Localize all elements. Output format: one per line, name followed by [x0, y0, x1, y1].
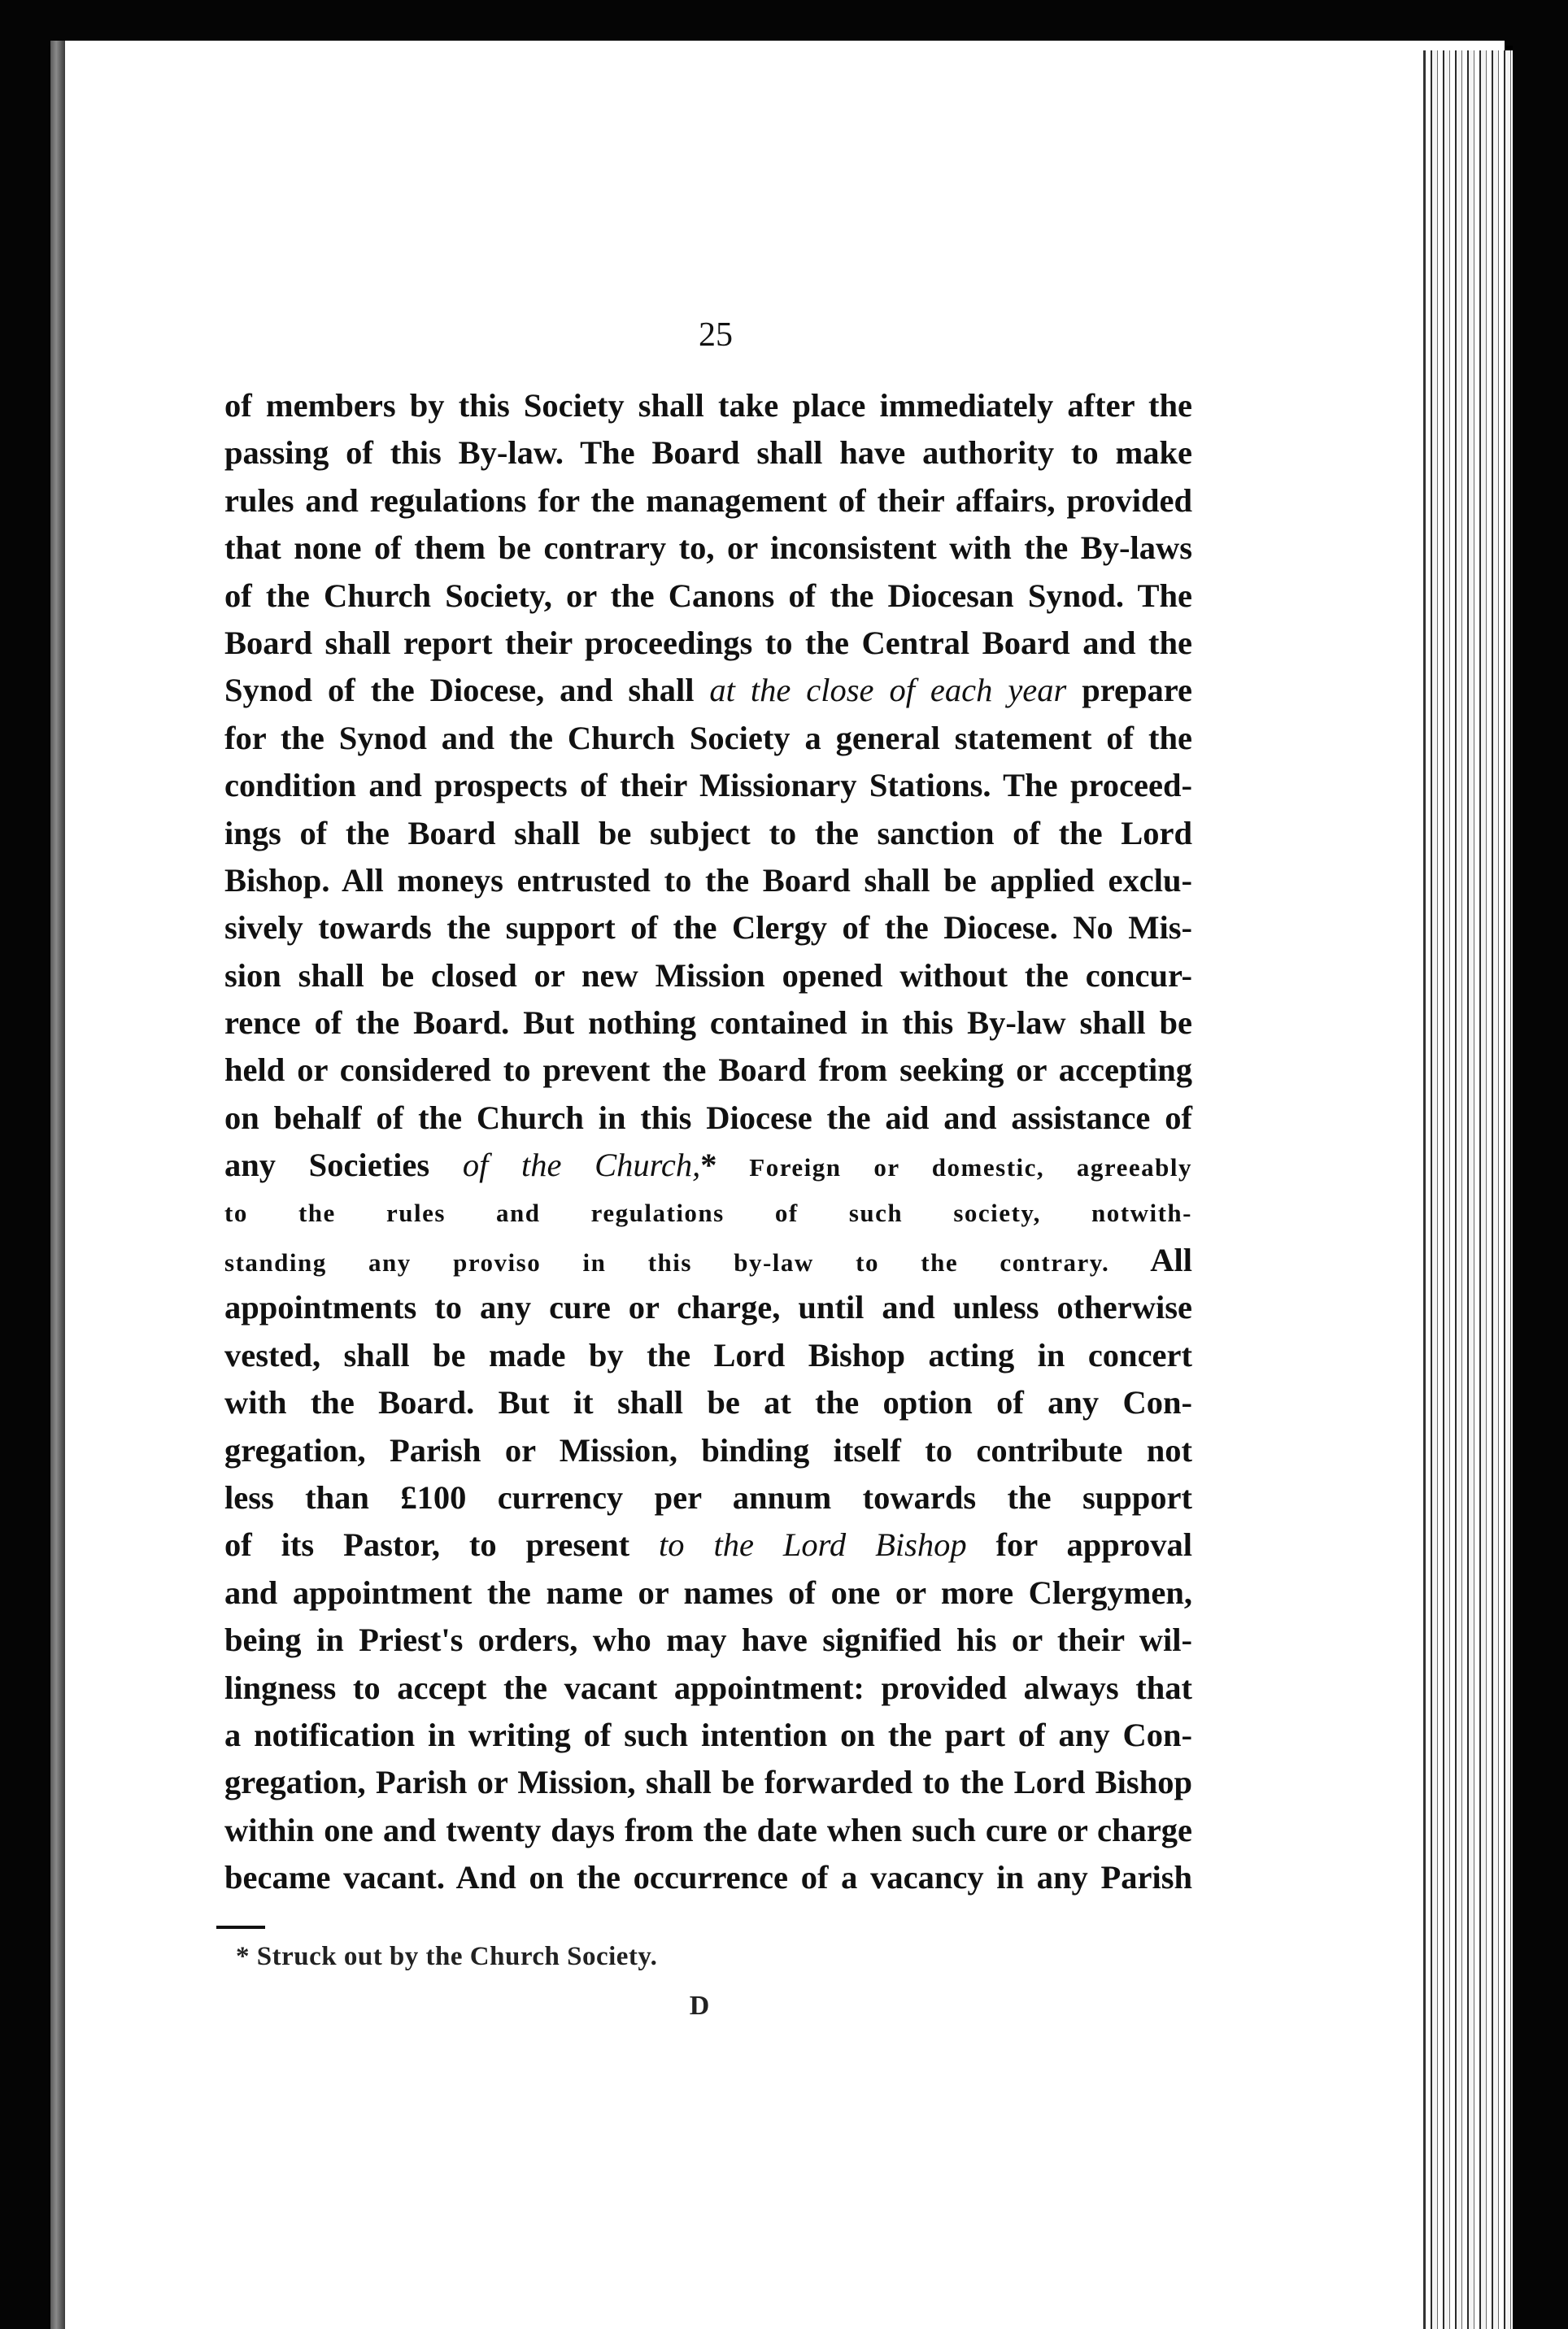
text-run: Synod of the Diocese, and shall: [224, 672, 710, 709]
text-line: on behalf of the Church in this Diocese the aid and assistance of: [224, 1099, 1192, 1136]
text-line: sively towards the support of the Clergy of the Diocese. No Mis-: [224, 909, 1192, 947]
scan-left-border: [0, 0, 49, 2329]
text-line: lingness to accept the vacant appointment: provided always that: [224, 1669, 1192, 1706]
text-line: condition and prospects of their Missionary Stations. The proceed-: [224, 767, 1192, 804]
italic-run: at the close of each year: [709, 672, 1067, 709]
text-line: of the Church Society, or the Canons of the Diocesan Synod. The: [224, 577, 1192, 614]
page-number: 25: [699, 316, 733, 354]
small-caps-run: standing any proviso in this by-law to the contrary.: [224, 1248, 1110, 1278]
footnote-rule: [216, 1926, 265, 1929]
text-line: for the Synod and the Church Society a general statement of the: [224, 719, 1192, 756]
text-line: [224, 667, 1192, 714]
text-line: rules and regulations for the management of their affairs, provided: [224, 481, 1192, 519]
text-line: [224, 1142, 1192, 1189]
footnote: * Struck out by the Church Society.: [236, 1942, 658, 1971]
page-stack-edges: [1423, 50, 1515, 2329]
text-line: held or considered to prevent the Board from seeking or accepting: [224, 1051, 1192, 1089]
text-line: passing of this By-law. The Board shall have authority to make: [224, 434, 1192, 472]
text-run: All: [1109, 1242, 1192, 1279]
text-line: sion shall be closed or new Mission opened without the concur-: [224, 956, 1192, 994]
italic-run: of the Church,: [462, 1147, 701, 1184]
italic-run: to the Lord Bishop: [659, 1526, 967, 1564]
text-line: gregation, Parish or Mission, shall be forwarded to the Lord Bishop: [224, 1764, 1192, 1801]
text-line: Board shall report their proceedings to the Central Board and the: [224, 624, 1192, 661]
text-line: became vacant. And on the occurrence of a vacancy in any Parish: [224, 1859, 1192, 1896]
text-line: a notification in writing of such intention on the part of any Con-: [224, 1716, 1192, 1753]
text-line: with the Board. But it shall be at the option of any Con-: [224, 1384, 1192, 1421]
text-line: that none of them be contrary to, or inconsistent with the By-laws: [224, 529, 1192, 567]
text-line: appointments to any cure or charge, until and unless otherwise: [224, 1289, 1192, 1326]
text-run: of its Pastor, to present: [224, 1526, 660, 1564]
footnote-mark: *: [700, 1147, 717, 1184]
text-line: [224, 1237, 1192, 1284]
text-line: to the rules and regulations of such society, notwith-: [224, 1198, 1192, 1227]
text-line: [224, 1521, 1192, 1569]
body-text: [224, 382, 1192, 1902]
text-run: for approval: [966, 1526, 1192, 1564]
small-caps-run: Foreign or domestic, agreeably: [716, 1153, 1192, 1182]
signature-mark: D: [689, 1991, 710, 2021]
text-line: vested, shall be made by the Lord Bishop acting in concert: [224, 1336, 1192, 1373]
scan-top-border: [0, 0, 1568, 46]
text-line: and appointment the name or names of one or more Clergymen,: [224, 1574, 1192, 1611]
text-run: prepare: [1066, 672, 1192, 709]
text-line: ings of the Board shall be subject to the sanction of the Lord: [224, 814, 1192, 851]
text-line: within one and twenty days from the date when such cure or charge: [224, 1811, 1192, 1848]
text-line: less than £100 currency per annum towards the support: [224, 1478, 1192, 1516]
text-line: gregation, Parish or Mission, binding itself to contribute not: [224, 1431, 1192, 1469]
text-line: of members by this Society shall take place immediately after the: [224, 387, 1192, 424]
text-line: rence of the Board. But nothing contained in this By-law shall be: [224, 1004, 1192, 1042]
book-binding-edge: [50, 41, 65, 2329]
text-line: Bishop. All moneys entrusted to the Board shall be applied exclu-: [224, 861, 1192, 899]
text-run: any Societies: [224, 1147, 463, 1184]
text-line: being in Priest's orders, who may have signified his or their wil-: [224, 1622, 1192, 1659]
scan-right-border: [1513, 0, 1568, 2329]
